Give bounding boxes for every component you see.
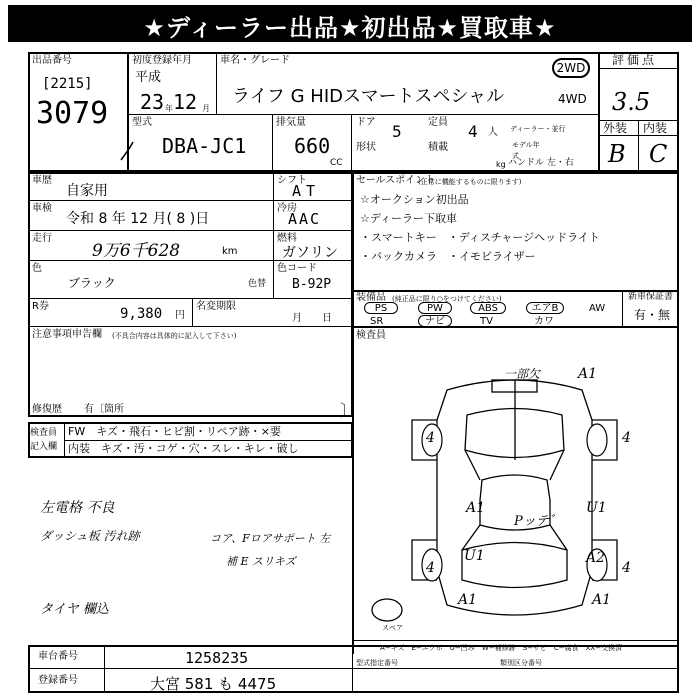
reg-year: 23 bbox=[140, 90, 165, 114]
shift-value: AT bbox=[292, 182, 321, 200]
bottom-block bbox=[28, 645, 679, 693]
reg-month: 12 bbox=[173, 90, 198, 114]
interior-label: 内装 bbox=[643, 121, 668, 135]
capacity-label: 定員 bbox=[428, 117, 448, 128]
mark: U1 bbox=[464, 548, 485, 564]
color-value: ブラック bbox=[68, 276, 116, 290]
equip-navi: ナビ bbox=[418, 315, 452, 327]
mark: A1 bbox=[466, 500, 486, 516]
mark: A1 bbox=[578, 366, 598, 382]
load-label: 積載 bbox=[428, 142, 448, 153]
equip-airbag: エアB bbox=[526, 302, 564, 314]
era-label: 平成 bbox=[135, 70, 162, 85]
car-name: ライフ G HIDスマートスペシャル bbox=[232, 86, 505, 107]
model-code-label: 型式 bbox=[132, 117, 152, 128]
lot-number: 3079 bbox=[36, 96, 109, 131]
displacement-label: 排気量 bbox=[276, 117, 306, 128]
sales-point: ・スマートキー ・ディスチャージヘッドライト bbox=[360, 231, 600, 244]
mark-roof: 一部欠 bbox=[504, 367, 541, 381]
sales-point: ☆オークション初出品 bbox=[360, 193, 469, 206]
rating-label: 評価点 bbox=[612, 53, 658, 67]
svg-text:スペア: スペア bbox=[382, 624, 403, 632]
check-mark-icon bbox=[118, 140, 138, 162]
lot-label: 出品番号 bbox=[32, 55, 72, 66]
use-value: 自家用 bbox=[66, 183, 108, 199]
doors-label: ドア bbox=[356, 117, 376, 128]
inspection-value: 令和 8 年 12 月( 8 )日 bbox=[66, 211, 210, 227]
mark: 4 bbox=[622, 560, 631, 576]
header-title: ★ディーラー出品★初出品★買取車★ bbox=[143, 14, 557, 42]
doors-value: 5 bbox=[392, 122, 402, 141]
recycle-value: 9,380 bbox=[120, 306, 163, 322]
exterior-row: FW キズ・飛石・ヒビ割・リペア跡・×要 bbox=[68, 425, 281, 438]
shape-label: 形状 bbox=[356, 142, 376, 153]
mark: A2 bbox=[586, 550, 606, 566]
wd2-circle: 2WD bbox=[552, 58, 590, 78]
equip-pw: PW bbox=[418, 302, 452, 314]
mark: U1 bbox=[586, 500, 607, 516]
sales-point: ☆ディーラー下取車 bbox=[360, 212, 457, 225]
car-diagram bbox=[352, 340, 679, 640]
mark: 4 bbox=[426, 560, 435, 576]
displacement-value: 660 bbox=[294, 134, 331, 158]
first-reg-label: 初度登録年月 bbox=[132, 55, 192, 66]
fuel-value: ガソリン bbox=[282, 245, 338, 261]
mark: A1 bbox=[592, 592, 612, 608]
equip-ps: PS bbox=[364, 302, 398, 314]
mark: 4 bbox=[622, 430, 631, 446]
mark: A1 bbox=[458, 592, 478, 608]
interior-row: 内装 キズ・汚・コゲ・穴・スレ・キレ・破し bbox=[68, 442, 299, 455]
sales-points-list bbox=[360, 190, 600, 266]
exterior-label: 外装 bbox=[603, 121, 628, 135]
interior-grade: C bbox=[649, 140, 668, 168]
mark: 4 bbox=[426, 430, 435, 446]
exterior-grade: B bbox=[608, 140, 626, 168]
plate-value: 大宮 581 も 4475 bbox=[150, 675, 277, 693]
model-grade-label: 車名・グレード bbox=[220, 55, 290, 66]
wd4-label: 4WD bbox=[558, 92, 587, 106]
model-code-value: DBA-JC1 bbox=[162, 134, 247, 158]
chassis-value: 1258235 bbox=[185, 649, 249, 667]
lot-code: [2215] bbox=[42, 76, 93, 92]
mileage-value: 9万6千628 bbox=[92, 241, 181, 261]
capacity-value: 4 bbox=[468, 122, 478, 141]
equip-abs: ABS bbox=[470, 302, 506, 314]
rating-value: 3.5 bbox=[612, 88, 651, 116]
sales-point: ・バックカメラ ・イモビライザー bbox=[360, 250, 536, 263]
aircon-value: AAC bbox=[288, 210, 322, 228]
color-code-value: B-92P bbox=[292, 277, 332, 292]
mark: Pッテ゛ bbox=[514, 514, 562, 529]
